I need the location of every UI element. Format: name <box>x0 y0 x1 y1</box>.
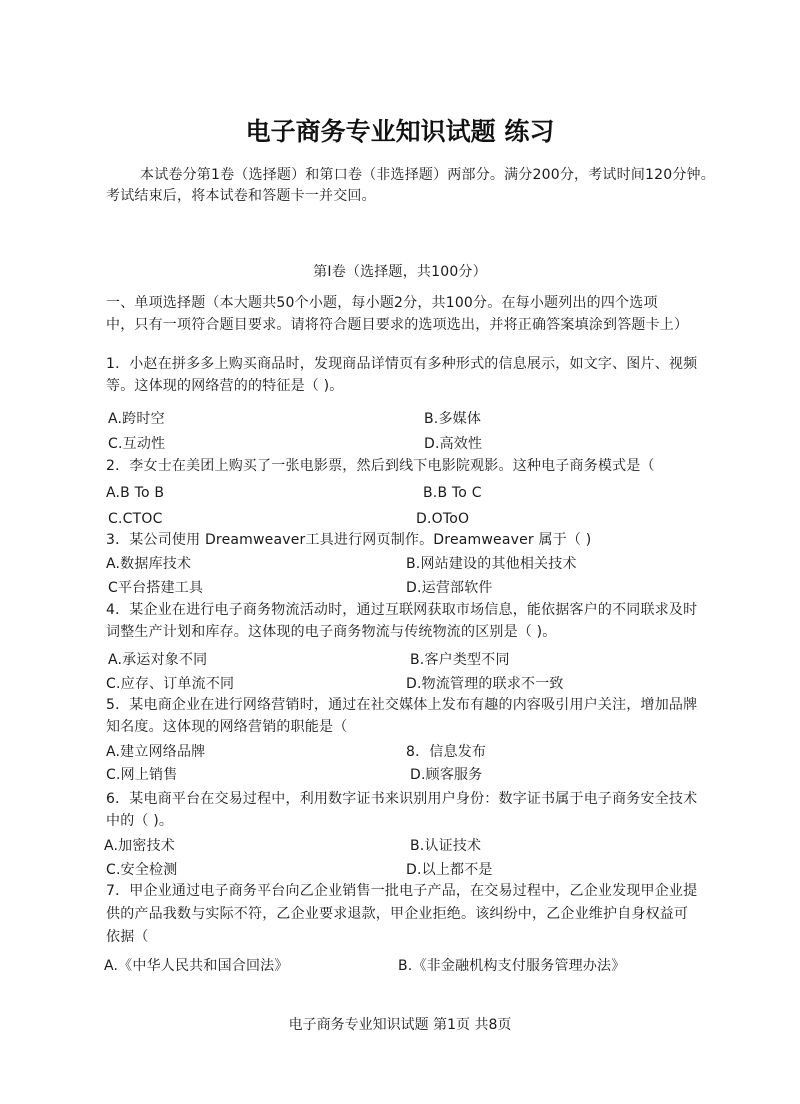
option-c: C平台搭建工具 <box>108 580 204 596</box>
option-b: B.B To C <box>423 485 482 501</box>
option-b: B.认证技术 <box>410 838 482 854</box>
option-a: A.数据库技术 <box>106 556 192 572</box>
option-c: C.安全检测 <box>106 862 178 878</box>
option-a: A.承运对象不同 <box>108 652 208 668</box>
option-a: A.跨时空 <box>108 411 165 427</box>
section-heading: 第I卷（选择题，共100分） <box>313 264 487 280</box>
instructions-line-2: 中，只有一项符合题目要求。请将符合题目要求的选项选出，并将正确答案填涂到答题卡上） <box>106 317 689 333</box>
question-stem: 1．小赵在拼多多上购买商品时，发现商品详情页有多种形式的信息展示，如文字、图片、视频 <box>106 356 698 372</box>
question-stem: 3．某公司使用 Dreamweaver工具进行网页制作。Dreamweaver 属于（ ) <box>106 532 592 548</box>
question-stem: 4．某企业在进行电子商务物流活动时，通过互联网获取市场信息，能依据客户的不同联求及时 <box>106 602 698 618</box>
option-b: B.客户类型不同 <box>410 652 510 668</box>
option-c: C.应存、订单流不同 <box>106 676 235 692</box>
question-stem: 词整生产计划和库存。这体现的电子商务物流与传统物流的区别是（ )。 <box>106 624 557 640</box>
question-stem: 6．某电商平台在交易过程中，利用数字证书来识别用户身份：数字证书属于电子商务安全技术 <box>106 791 698 807</box>
option-d: D.高效性 <box>424 436 483 452</box>
option-d: D.以上都不是 <box>406 862 493 878</box>
option-d: D.运营部软件 <box>406 580 493 596</box>
option-a: A.B To B <box>106 485 165 501</box>
question-stem: 供的产品我数与实际不符，乙企业要求退款，甲企业拒绝。该纠纷中，乙企业维护自身权益可 <box>106 906 689 922</box>
option-a: A.《中华人民共和国合回法》 <box>104 958 289 974</box>
option-b: B.多媒体 <box>424 411 482 427</box>
option-d: D.物流管理的联求不一致 <box>406 676 564 692</box>
option-b: B.网站建设的其他相关技术 <box>406 556 577 572</box>
question-stem: 7．甲企业通过电子商务平台向乙企业销售一批电子产品，在交易过程中，乙企业发现甲企业提 <box>106 883 698 899</box>
option-b: 8．信息发布 <box>406 744 487 760</box>
option-c: C.互动性 <box>108 436 166 452</box>
option-c: C.网上销售 <box>106 767 178 783</box>
question-stem: 2．李女士在美团上购买了一张电影票，然后到线下电影院观影。这种电子商务模式是（ <box>106 458 655 474</box>
question-stem: 等。这体现的网络营的的特征是（ )。 <box>106 378 344 394</box>
instructions-line-1: 一、单项选择题（本大题共50个小题，每小题2分，共100分。在每小题列出的四个选项 <box>106 295 658 311</box>
page-title: 电子商务专业知识试题 练习 <box>245 117 555 146</box>
option-b: B.《非金融机构支付服务管理办法》 <box>398 958 626 974</box>
option-c: C.CTOC <box>108 511 163 527</box>
option-d: D.顾客服务 <box>410 767 483 783</box>
option-a: A.加密技术 <box>104 838 175 854</box>
question-stem: 知名度。这体现的网络营销的职能是（ <box>106 719 348 735</box>
question-stem: 依据（ <box>106 929 149 945</box>
intro-line-2: 考试结束后，将本试卷和答题卡一并交回。 <box>106 188 376 204</box>
option-a: A.建立网络品牌 <box>106 744 206 760</box>
intro-line-1: 本试卷分第1卷（选择题）和第口卷（非选择题）两部分。满分200分，考试时间120分钟。 <box>140 167 715 183</box>
option-d: D.OToO <box>416 511 470 527</box>
question-stem: 中的（ )。 <box>106 813 174 829</box>
page-footer: 电子商务专业知识试题 第1页 共8页 <box>288 1017 512 1033</box>
question-stem: 5．某电商企业在进行网络营销时，通过在社交媒体上发布有趣的内容吸引用户关注，增加品牌 <box>106 697 698 713</box>
